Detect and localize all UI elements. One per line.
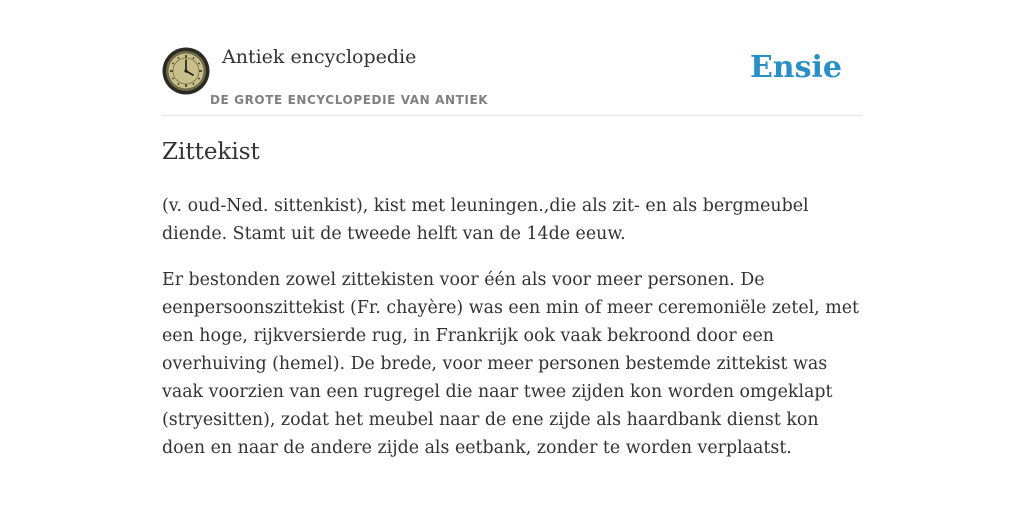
site-title[interactable]: Antiek encyclopedie xyxy=(222,46,417,68)
article-paragraph: Er bestonden zowel zittekisten voor één als voor meer personen. De eenpersoonszittekist (Fr. chayère) was een min of meer ceremoniële zetel, met een hoge, rijkversierde rug, in Frankrijk ook vaak bekroond door een overhuiving (hemel). De brede, voor meer personen bestemde zittekist was vaak voorzien van een rugregel die naar twee zijden kon worden omgeklapt (stryesitten), zodat het meubel naar de ene zijde als haardbank dienst kon doen en naar de andere zijde als eetbank, zonder te worden verplaatst. xyxy=(162,270,859,458)
article-paragraph: (v. oud-Ned. sittenkist), kist met leuningen.,die als zit- en als bergmeubel diende. Stamt uit de tweede helft van de 14de eeuw. xyxy=(162,196,809,244)
site-subtitle: DE GROTE ENCYCLOPEDIE VAN ANTIEK xyxy=(210,93,489,107)
ensie-logo-link[interactable]: Ensie xyxy=(749,50,842,85)
article-body xyxy=(162,192,862,480)
antique-clock-icon[interactable] xyxy=(162,47,210,95)
header-divider xyxy=(162,115,862,116)
page-title: Zittekist xyxy=(162,139,260,165)
